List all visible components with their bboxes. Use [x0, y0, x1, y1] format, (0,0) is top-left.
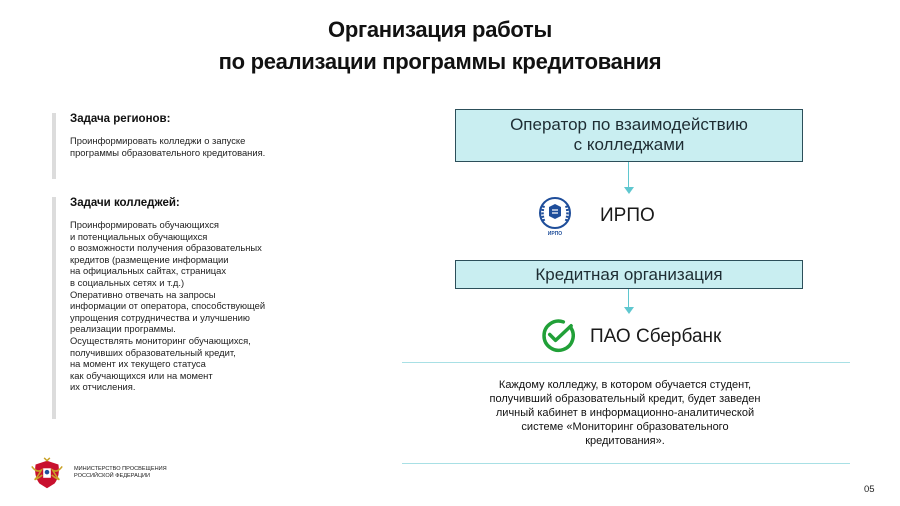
regions-task-text: Проинформировать колледжи о запуске программы образовательного кредитования. — [70, 135, 266, 158]
page-number: 05 — [864, 484, 875, 495]
regions-task-block — [52, 113, 265, 179]
arrow-down-icon — [624, 289, 634, 315]
divider — [402, 463, 850, 464]
operator-line-1: Оператор по взаимодействию — [510, 115, 748, 134]
ministry-name: МИНИСТЕРСТВО ПРОСВЕЩЕНИЯ РОССИЙСКОЙ ФЕДЕРАЦИИ — [74, 466, 167, 479]
colleges-task-text: Проинформировать обучающихся и потенциальных обучающихся о возможности получения образовательных кредитов (размещение информации на официальных сайтах, страницах в социальных сетях и т.д.) Оперативно отвечать на запросы информации от оператора, способствующей упрощения сотрудничества и улучшению реализации программы. Осуществлять мониторинг обучающихся, получивших образовательный кредит, на момент их текущего статуса как обучающихся или на момент их отчисления. — [70, 219, 266, 393]
operator-org-name: ИРПО — [600, 205, 655, 226]
title-line-1: Организация работы — [328, 17, 552, 42]
sberbank-logo-icon — [540, 318, 575, 353]
credit-org-name: ПАО Сбербанк — [590, 326, 722, 347]
colleges-task-heading: Задачи колледжей: — [70, 197, 180, 209]
title-line-2: по реализации программы кредитования — [218, 49, 662, 74]
colleges-task-block — [52, 197, 265, 419]
arrow-down-icon — [624, 162, 634, 195]
slide-title — [0, 14, 880, 78]
credit-organization-label: Кредитная организация — [535, 265, 723, 284]
divider — [402, 362, 850, 363]
irpo-logo-caption: ИРПО — [547, 231, 563, 237]
regions-task-heading: Задача регионов: — [70, 113, 171, 125]
monitoring-note: Каждому колледжу, в котором обучается студент, получивший образовательный кредит, будет заведен личный кабинет в информационно-аналитической системе «Мониторинг образовательного кредитования». — [489, 379, 761, 447]
ministry-emblem-icon — [28, 455, 66, 493]
operator-line-2: с колледжами — [573, 135, 685, 154]
operator-box — [455, 109, 803, 162]
credit-organization-box — [455, 260, 803, 289]
irpo-logo-icon — [533, 194, 577, 238]
